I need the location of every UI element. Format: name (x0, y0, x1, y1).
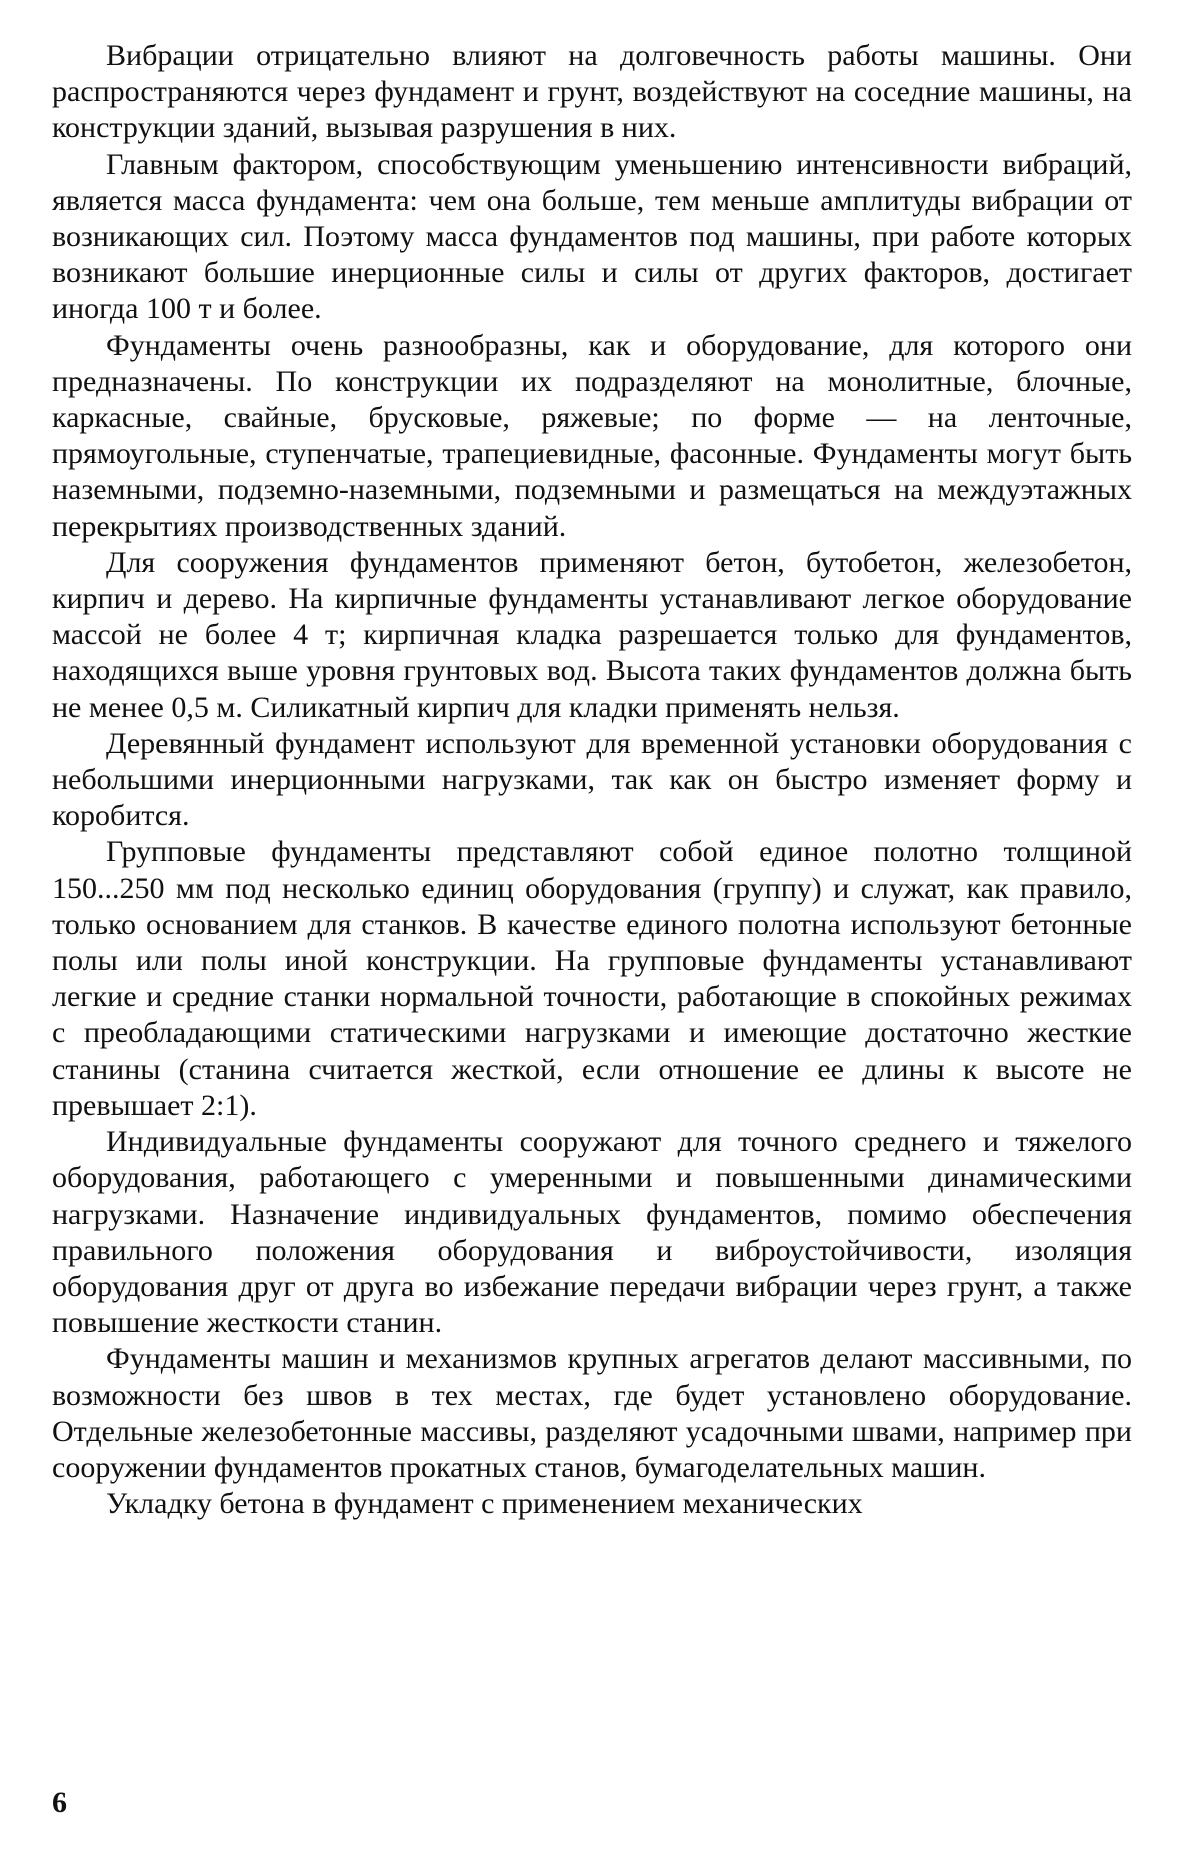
paragraph: Деревянный фундамент используют для временной установки оборудования с небольшими инерционными нагрузками, так как он быстро изменяет форму и коробится. (52, 726, 1132, 833)
page-text-body (52, 38, 1132, 1522)
paragraph: Индивидуальные фундаменты сооружают для точного среднего и тяжелого оборудования, работающего с умеренными и повышенными динамическими нагрузками. Назначение индивидуальных фундаментов, помимо обеспечения правильного положения оборудования и виброустойчивости, изоляция оборудования друг от друга во избежание передачи вибрации через грунт, а также повышение жесткости станин. (52, 1125, 1132, 1340)
paragraph: Вибрации отрицательно влияют на долговечность работы машины. Они распространяются через фундамент и грунт, воздействуют на соседние машины, на конструкции зданий, вызывая разрушения в них. (52, 39, 1132, 145)
paragraph: Для сооружения фундаментов применяют бетон, бутобетон, железобетон, кирпич и дерево. На кирпичные фундаменты устанавливают легкое оборудование массой не более 4 т; кирпичная кладка разрешается только для фундаментов, находящихся выше уровня грунтовых вод. Высота таких фундаментов должна быть не менее 0,5 м. Силикатный кирпич для кладки применять нельзя. (52, 545, 1132, 724)
paragraph: Главным фактором, способствующим уменьшению интенсивности вибраций, является масса фундамента: чем она больше, тем меньше амплитуды вибрации от возникающих сил. Поэтому масса фундаментов под машины, при работе которых возникают большие инерционные силы и силы от других факторов, достигает иногда 100 т и более. (52, 147, 1132, 326)
page-number: 6 (52, 1786, 67, 1819)
paragraph: Групповые фундаменты представляют собой единое полотно толщиной 150...250 мм под несколько единиц оборудования (группу) и служат, как правило, только основанием для станков. В качестве единого полотна используют бетонные полы или полы иной конструкции. На групповые фундаменты устанавливают легкие и средние станки нормальной точности, работающие в спокойных режимах с преобладающими статическими нагрузками и имеющие достаточно жесткие станины (станина считается жесткой, если отношение ее длины к высоте не превышает 2:1). (52, 835, 1132, 1122)
paragraph: Фундаменты очень разнообразны, как и оборудование, для которого они предназначены. По конструкции их подразделяют на монолитные, блочные, каркасные, свайные, брусковые, ряжевые; по форме — на ленточные, прямоугольные, ступенчатые, трапециевидные, фасонные. Фундаменты могут быть наземными, подземно-наземными, подземными и размещаться на междуэтажных перекрытиях производственных зданий. (52, 328, 1132, 543)
paragraph: Фундаменты машин и механизмов крупных агрегатов делают массивными, по возможности без швов в тех местах, где будет установлено оборудование. Отдельные железобетонные массивы, разделяют усадочными швами, например при сооружении фундаментов прокатных станов, бумагоделательных машин. (52, 1342, 1132, 1484)
paragraph-continued: Укладку бетона в фундамент с применением механических (106, 1487, 863, 1521)
